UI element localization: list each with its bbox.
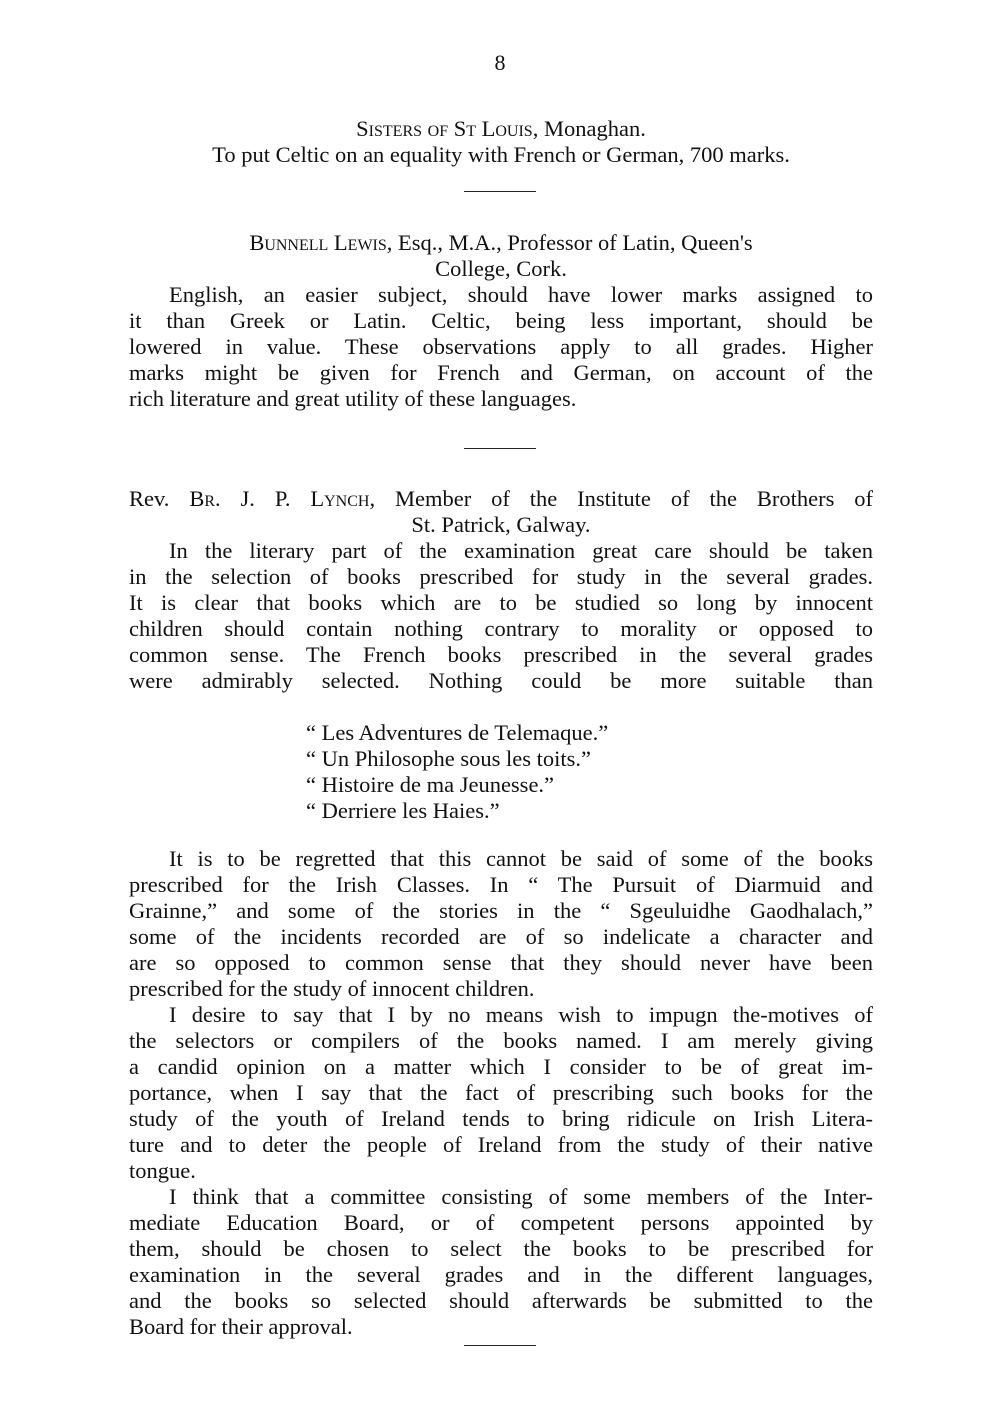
book-list [306, 720, 608, 824]
paragraph-line: Grainne,” and some of the stories in the “ Sgeuluidhe Gaodhalach,” [129, 898, 873, 923]
paragraph-line: them, should be chosen to select the books to be prescribed for [129, 1236, 873, 1261]
paragraph-line: common sense. The French books prescribed in the several grades [129, 642, 873, 667]
paragraph-line: Board for their approval. [129, 1314, 353, 1339]
section-heading-line2: College, Cork. [435, 256, 567, 281]
paragraph-line: I desire to say that I by no means wish to impugn the-motives of [169, 1002, 873, 1027]
book-title: “ Derriere les Haies.” [306, 798, 500, 823]
paragraph-line: some of the incidents recorded are of so indelicate a character and [129, 924, 873, 949]
paragraph-line: In the literary part of the examination great care should be taken [169, 538, 873, 563]
paragraph-line: and the books so selected should afterwards be submitted to the [129, 1288, 873, 1313]
paragraph-line: were admirably selected. Nothing could be more suitable than [129, 668, 873, 693]
book-title: “ Les Adventures de Telemaque.” [306, 720, 609, 745]
paragraph-line: it than Greek or Latin. Celtic, being less important, should be [129, 308, 873, 333]
paragraph-line: children should contain nothing contrary to morality or opposed to [129, 616, 873, 641]
section-bunnell-lewis [129, 230, 873, 412]
paragraph-line: mediate Education Board, or of competent persons appointed by [129, 1210, 873, 1235]
section-divider [464, 1345, 536, 1346]
paragraph-line: study of the youth of Ireland tends to bring ridicule on Irish Litera- [129, 1106, 873, 1131]
paragraph-line: ture and to deter the people of Ireland from the study of their native [129, 1132, 873, 1157]
paragraph-line: a candid opinion on a matter which I consider to be of great im- [129, 1054, 873, 1079]
paragraph-line: portance, when I say that the fact of prescribing such books for the [129, 1080, 873, 1105]
paragraph-line: prescribed for the study of innocent children. [129, 976, 535, 1001]
paragraph-line: marks might be given for French and German, on account of the [129, 360, 873, 385]
paragraph-line: the selectors or compilers of the books named. I am merely giving [129, 1028, 873, 1053]
section-divider [464, 191, 536, 192]
paragraph-line: It is to be regretted that this cannot be said of some of the books [169, 846, 873, 871]
section-lynch [129, 486, 873, 694]
section-heading: Sisters of St Louis, Monaghan. [356, 116, 646, 141]
section-text: To put Celtic on an equality with French or German, 700 marks. [212, 142, 790, 167]
paragraph-line: lowered in value. These observations apply to all grades. Higher [129, 334, 873, 359]
paragraph-line: in the selection of books prescribed for study in the several grades. [129, 564, 873, 589]
paragraph-line: I think that a committee consisting of some members of the Inter- [169, 1184, 873, 1209]
section-heading: Bunnell Lewis, Esq., M.A., Professor of Latin, Queen's [249, 230, 753, 255]
paragraph: English, an easier subject, should have lower marks assigned to [169, 282, 873, 307]
paragraph-line: rich literature and great utility of these languages. [129, 386, 577, 411]
section-heading: Rev. Br. J. P. Lynch, Member of the Institute of the Brothers of [129, 486, 873, 511]
paragraph-irish-classes [129, 846, 873, 1340]
paragraph-line: are so opposed to common sense that they should never have been [129, 950, 873, 975]
paragraph-line: examination in the several grades and in the different languages, [129, 1262, 873, 1287]
section-sisters-st-louis [129, 116, 873, 168]
paragraph-line: tongue. [129, 1158, 196, 1183]
book-title: “ Un Philosophe sous les toits.” [306, 746, 591, 771]
book-title: “ Histoire de ma Jeunesse.” [306, 772, 555, 797]
page-number: 8 [494, 50, 506, 75]
paragraph-line: prescribed for the Irish Classes. In “ The Pursuit of Diarmuid and [129, 872, 873, 897]
paragraph-line: It is clear that books which are to be studied so long by innocent [129, 590, 873, 615]
section-heading-line2: St. Patrick, Galway. [411, 512, 591, 537]
section-divider [464, 448, 536, 449]
